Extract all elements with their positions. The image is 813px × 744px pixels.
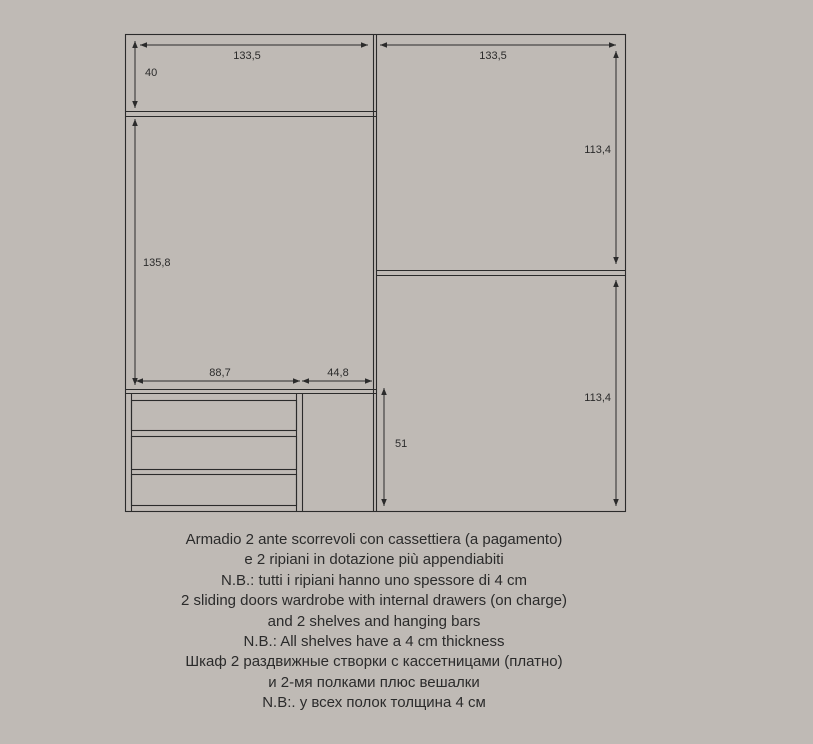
dim-label-lower-right-height: 113,4 <box>584 392 611 404</box>
drawer-2 <box>132 437 297 470</box>
dim-label-top-left-height: 40 <box>145 67 158 79</box>
caption-line-en-2: and 2 shelves and hanging bars <box>267 612 481 630</box>
drawer-3 <box>132 475 297 506</box>
dim-label-top-left-width: 133,5 <box>233 50 261 62</box>
caption-line-it-2: e 2 ripiani in dotazione più appendiabiti <box>244 551 504 569</box>
caption-line-ru-1: Шкаф 2 раздвижные створки с кассетницами (платно) <box>185 653 563 671</box>
dim-label-side-space-width: 44,8 <box>327 367 349 379</box>
dim-label-upper-right-height: 113,4 <box>584 144 611 156</box>
caption-line-ru-2: и 2-мя полками плюс вешалки <box>268 673 480 691</box>
dim-label-drawer-unit-width: 88,7 <box>209 367 231 379</box>
dim-label-side-space-height: 51 <box>395 438 408 450</box>
caption-line-it-3: N.B.: tutti i ripiani hanno uno spessore di 4 cm <box>221 571 527 589</box>
dim-label-top-right-width: 133,5 <box>479 50 507 62</box>
description-caption <box>0 530 748 714</box>
caption-line-it-1: Armadio 2 ante scorrevoli con cassettiera (a pagamento) <box>185 531 563 548</box>
wardrobe-outline <box>126 35 626 512</box>
caption-line-en-1: 2 sliding doors wardrobe with internal drawers (on charge) <box>180 592 568 610</box>
caption-line-ru-3: N.B:. у всех полок толщина 4 см <box>262 694 486 712</box>
drawer-1 <box>132 401 297 431</box>
caption-line-en-3: N.B.: All shelves have a 4 cm thickness <box>243 633 505 651</box>
dim-label-left-hanging-height: 135,8 <box>143 257 171 269</box>
